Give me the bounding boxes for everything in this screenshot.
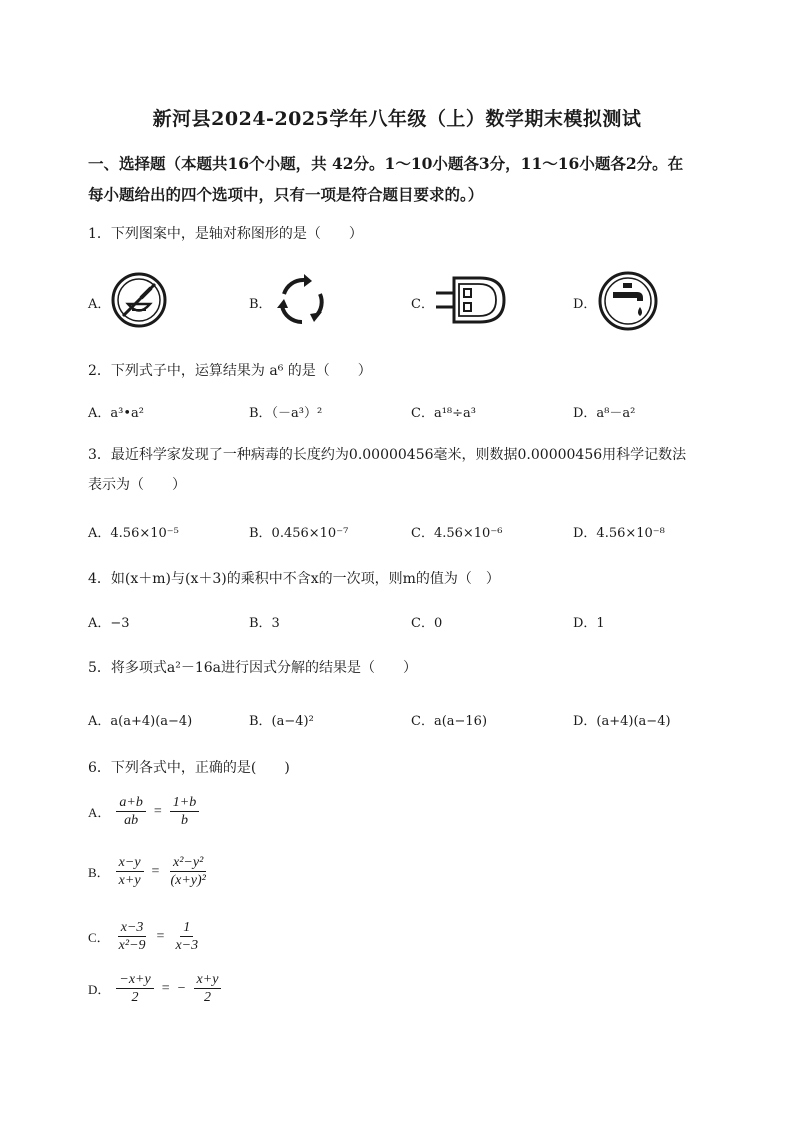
question-1-stem: 1．下列图案中，是轴对称图形的是（ ） (88, 226, 363, 242)
equals-sign: = (156, 928, 165, 944)
q1-option-b-label: B． (249, 297, 272, 312)
q6-option-d-label: D． (88, 982, 111, 997)
q6-a-rhs-denominator: b (180, 813, 188, 828)
q6-b-rhs-fraction (167, 855, 208, 888)
q6-option-a (88, 795, 201, 828)
q5-option-a: A．a(a+4)(a−4) (88, 714, 193, 729)
q6-a-lhs-denominator: ab (124, 813, 139, 828)
q6-d-rhs-fraction (194, 972, 222, 1005)
equals-sign: = (151, 863, 160, 879)
q6-a-rhs-fraction (170, 795, 199, 828)
q6-d-rhs-denominator: 2 (203, 990, 211, 1005)
q6-d-rhs-numerator: x+y (194, 972, 222, 989)
q6-b-rhs-numerator: x²−y² (170, 855, 206, 872)
q6-d-lhs-denominator: 2 (131, 990, 139, 1005)
q4-option-d: D．1 (573, 616, 605, 631)
q2-option-d: D．a⁸－a² (573, 406, 636, 421)
q5-option-d: D．(a+4)(a−4) (573, 714, 671, 729)
q6-c-rhs-denominator: x−3 (175, 938, 199, 953)
q6-option-b-label: B． (88, 865, 110, 880)
q3-option-d: D．4.56×10⁻⁸ (573, 526, 665, 541)
q6-option-a-label: A． (88, 805, 111, 820)
q2-option-a: A．a³•a² (88, 406, 144, 421)
q1-option-a-label: A． (88, 297, 111, 312)
q6-option-c-label: C． (88, 930, 110, 945)
q6-a-rhs-numerator: 1+b (170, 795, 199, 812)
q6-a-lhs-fraction (116, 795, 145, 828)
question-2-stem: 2．下列式子中，运算结果为 a⁶ 的是（ ） (88, 363, 372, 379)
q5-option-c: C．a(a−16) (411, 714, 488, 729)
equals-sign: = (161, 980, 170, 996)
question-3-stem-line1: 3．最近科学家发现了一种病毒的长度约为0.00000456毫米，则数据0.00000456用科学记数法 (88, 447, 687, 463)
q4-option-c: C．0 (411, 616, 443, 631)
equals-sign: = (153, 803, 162, 819)
plug-icon (432, 274, 508, 326)
q6-c-lhs-fraction (116, 920, 149, 953)
q6-option-c (88, 920, 203, 953)
question-6-stem: 6．下列各式中，正确的是( ) (88, 760, 290, 776)
mortar-pestle-icon (110, 271, 168, 329)
section-heading-line2: 每小题给出的四个选项中，只有一项是符合题目要求的。） (88, 185, 484, 204)
q6-c-rhs-fraction (172, 920, 201, 953)
q6-b-lhs-numerator: x−y (116, 855, 144, 872)
q3-option-b: B．0.456×10⁻⁷ (249, 526, 349, 541)
q6-d-lhs-fraction (116, 972, 153, 1005)
q6-b-rhs-denominator: (x+y)² (170, 873, 206, 888)
q3-option-a: A．4.56×10⁻⁵ (88, 526, 179, 541)
q6-b-lhs-fraction (116, 855, 144, 888)
question-4-stem: 4．如(x＋m)与(x＋3)的乘积中不含x的一次项，则m的值为（ ） (88, 571, 500, 587)
question-5-stem: 5．将多项式a²－16a进行因式分解的结果是（ ） (88, 660, 418, 676)
question-3-stem-line2: 表示为（ ） (88, 477, 186, 493)
q2-option-c: C．a¹⁸÷a³ (411, 406, 476, 421)
q6-d-lhs-numerator: −x+y (116, 972, 153, 989)
page-title: 新河县2024-2025学年八年级（上）数学期末模拟测试 (152, 108, 642, 130)
q6-option-b (88, 855, 211, 888)
q6-c-lhs-denominator: x²−9 (118, 938, 146, 953)
q6-b-lhs-denominator: x+y (118, 873, 141, 888)
q1-option-c-label: C． (411, 297, 434, 312)
faucet-water-drop-icon (597, 270, 659, 332)
q1-option-d-label: D． (573, 297, 597, 312)
section-heading-line1: 一、选择题（本题共16个小题，共 42分。1～10小题各3分，11～16小题各2分。在 (88, 154, 684, 173)
q3-option-c: C．4.56×10⁻⁶ (411, 526, 503, 541)
q2-option-b: B．（－a³）² (249, 406, 323, 421)
q6-d-rhs-sign: − (177, 980, 186, 996)
q6-c-rhs-numerator: 1 (180, 920, 193, 937)
q4-option-b: B．3 (249, 616, 280, 631)
q5-option-b: B．(a−4)² (249, 714, 314, 729)
q6-option-d (88, 972, 223, 1005)
q6-a-lhs-numerator: a+b (116, 795, 145, 812)
q4-option-a: A．−3 (88, 616, 130, 631)
q6-c-lhs-numerator: x−3 (118, 920, 147, 937)
recycle-arrows-icon (274, 272, 330, 328)
